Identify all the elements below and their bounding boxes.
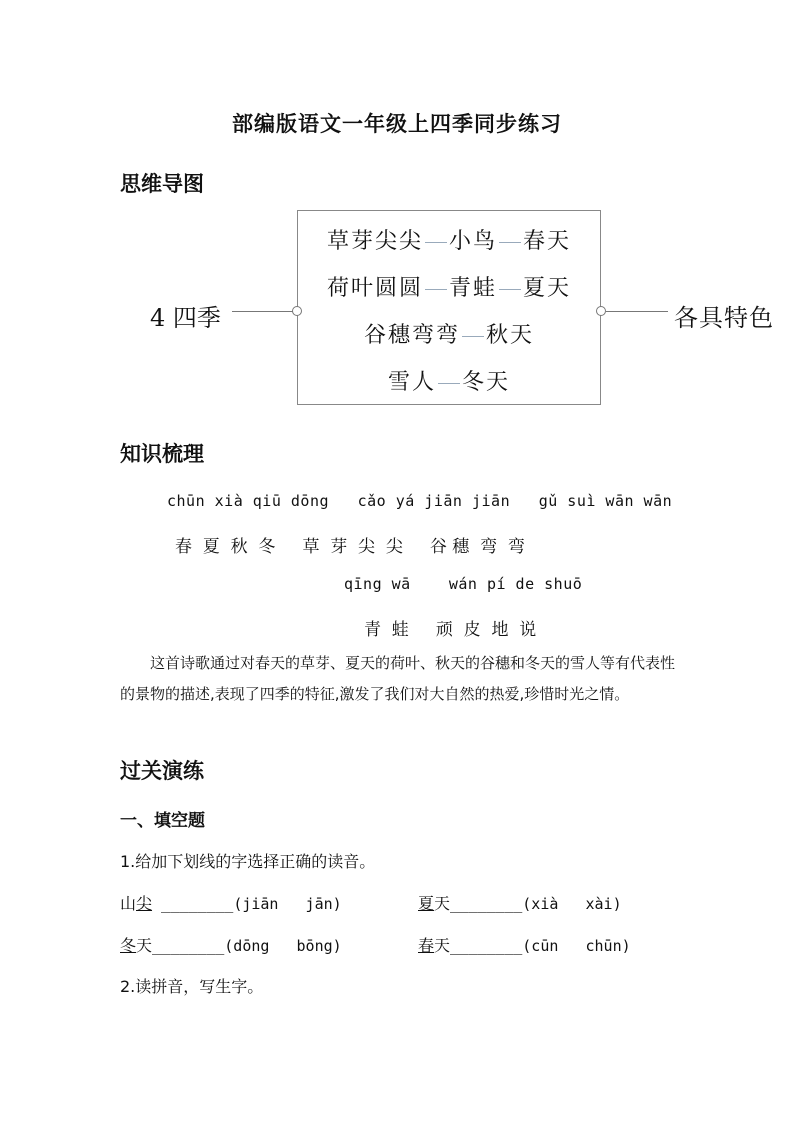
mindmap-text: 秋天	[486, 323, 535, 348]
mindmap-text: 雪人	[387, 370, 436, 395]
mindmap-text: 夏天	[523, 276, 572, 301]
connector-dash	[438, 383, 460, 384]
knowledge-heading: 知识梳理	[120, 442, 204, 466]
pinyin-options: (xià xài)	[522, 895, 622, 913]
hanzi-row-2: 青 蛙 顽 皮 地 说	[364, 620, 537, 640]
mindmap-row-winter	[297, 365, 601, 396]
summary-paragraph: 这首诗歌通过对春天的草芽、夏天的荷叶、秋天的谷穗和冬天的雪人等有代表性的景物的描述,表现了四季的特征,激发了我们对大自然的热爱,珍惜时光之情。	[120, 654, 676, 703]
item-text: 天	[434, 894, 451, 913]
answer-blank[interactable]: ________	[450, 937, 523, 955]
item-text: 山	[120, 894, 137, 913]
left-connector-node	[292, 306, 302, 316]
connector-dash	[425, 242, 447, 243]
item-text: 天	[434, 936, 451, 955]
mindmap-text: 青蛙	[448, 276, 497, 301]
left-connector-line	[232, 311, 293, 312]
item-xiatian	[418, 891, 622, 914]
document-title: 部编版语文一年级上四季同步练习	[232, 112, 562, 136]
connector-dash	[499, 289, 521, 290]
mindmap-row-summer	[297, 271, 601, 302]
mindmap-right-label: 各具特色	[674, 304, 774, 332]
right-connector-line	[606, 311, 668, 312]
mindmap-left-label: 4 四季	[150, 304, 221, 332]
pinyin-options: (dōng bōng)	[224, 937, 342, 955]
question-2: 2.读拼音，写生字。	[120, 977, 264, 996]
question-1: 1.给加下划线的字选择正确的读音。	[120, 852, 376, 871]
section-fill-blank: 一、填空题	[120, 811, 205, 831]
hanzi-row-1: 春 夏 秋 冬 草 芽 尖 尖 谷 穗 弯 弯	[175, 537, 525, 557]
item-shanjian	[120, 891, 342, 914]
mindmap-row-spring	[297, 224, 601, 255]
mindmap-text: 谷穗弯弯	[363, 323, 460, 348]
item-dongtian	[120, 933, 342, 956]
answer-blank[interactable]: ________	[450, 895, 523, 913]
answer-blank[interactable]: ________	[152, 895, 234, 913]
connector-dash	[425, 289, 447, 290]
connector-dash	[499, 242, 521, 243]
mindmap-row-autumn	[297, 318, 601, 349]
underlined-char: 尖	[136, 894, 153, 913]
pinyin-options: (cūn chūn)	[522, 937, 631, 955]
mindmap-heading: 思维导图	[120, 172, 204, 196]
pinyin-options: (jiān jān)	[233, 895, 342, 913]
underlined-char: 冬	[120, 936, 137, 955]
practice-heading: 过关演练	[120, 759, 204, 783]
connector-dash	[462, 336, 484, 337]
item-text: 天	[136, 936, 153, 955]
mindmap-text: 春天	[523, 229, 572, 254]
answer-blank[interactable]: ________	[152, 937, 225, 955]
mindmap-text: 冬天	[462, 370, 511, 395]
mindmap-text: 小鸟	[448, 229, 497, 254]
pinyin-row-2: qīng wā wán pí de shuō	[344, 575, 583, 593]
mindmap-text: 荷叶圆圆	[326, 276, 423, 301]
item-chuntian	[418, 933, 631, 956]
underlined-char: 春	[418, 936, 435, 955]
mindmap-text: 草芽尖尖	[326, 229, 423, 254]
right-connector-node	[596, 306, 606, 316]
underlined-char: 夏	[418, 894, 435, 913]
pinyin-row-1: chūn xià qiū dōng cǎo yá jiān jiān gǔ suì wān wān	[167, 492, 673, 510]
